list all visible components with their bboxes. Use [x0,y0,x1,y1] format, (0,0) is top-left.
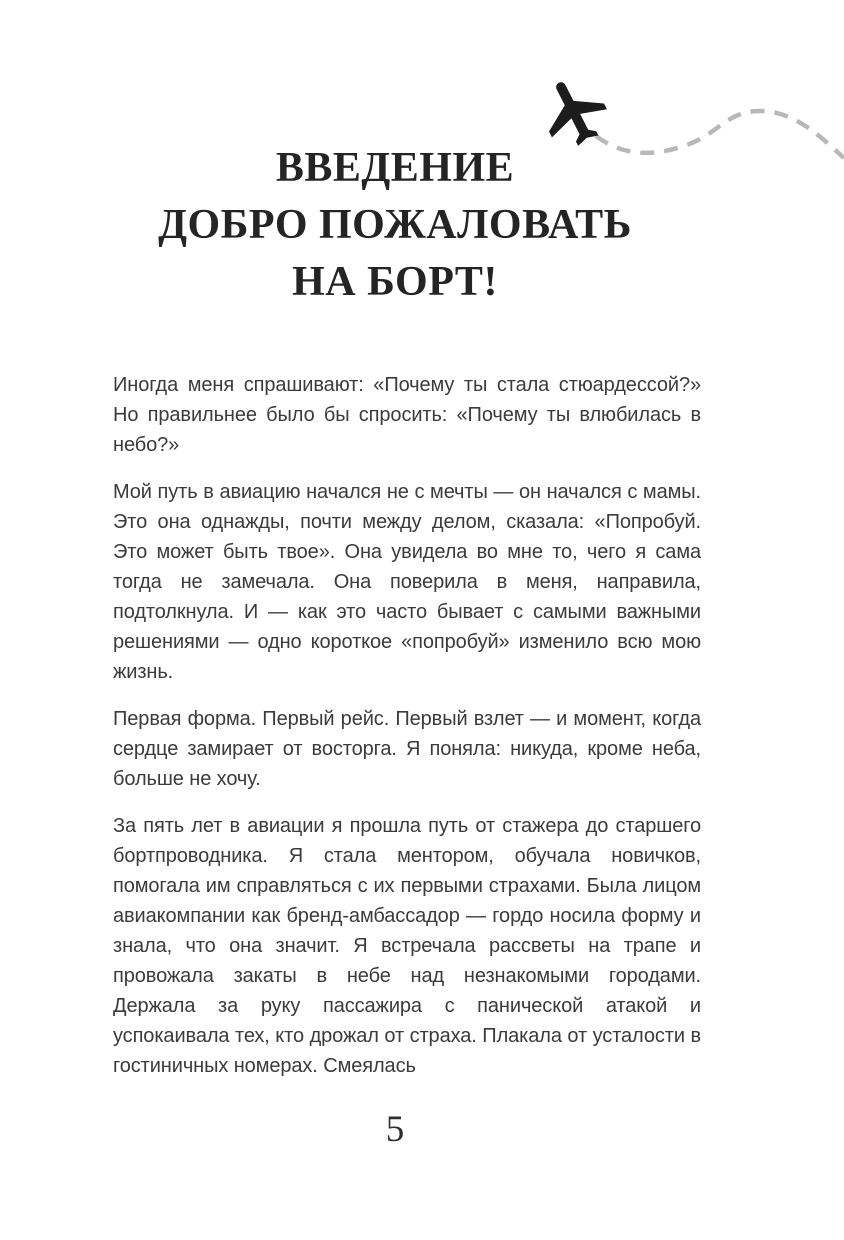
page-number: 5 [385,1109,405,1150]
paragraph-3: Первая форма. Первый рейс. Первый взлет — и момент, когда сердце замирает от восторга. Я поняла: никуда, кроме неба, больше не хочу. [113,708,701,790]
body-text [113,370,701,1081]
paragraph-2: Мой путь в авиацию начался не с мечты — он начался с мамы. Это она однажды, почти между делом, сказала: «Попробуй. Это может быть твое». Она увидела во мне то, чего я сама тогда не замечала. Она поверила в меня, направила, подтолкнула. И — как это часто бывает с самыми важными решениями — одно короткое «попробуй» изменило всю мою жизнь. [113,481,701,683]
chapter-title-line-2: ДОБРО ПОЖАЛОВАТЬ [158,202,632,248]
chapter-title-line-3: НА БОРТ! [292,259,498,305]
chapter-title-line-1: ВВЕДЕНИЕ [275,145,515,191]
chapter-title [100,140,690,311]
paragraph-1: Иногда меня спрашивают: «Почему ты стала стюардессой?» Но правильнее было бы спросить: «Почему ты влюбилась в небо?» [113,374,701,456]
paragraph-4: За пять лет в авиации я прошла путь от стажера до старшего бортпроводника. Я стала ментором, обучала новичков, помогала им справляться с их первыми страхами. Была лицом авиакомпании как бренд-амбассадор — гордо носила форму и знала, что она значит. Я встречала рассветы на трапе и провожала закаты в небе над незнакомыми городами. Держала за руку пассажира с панической атакой и успокаивала тех, кто дрожал от страха. Плакала от усталости в гостиничных номерах. Смеялась [113,815,701,1077]
